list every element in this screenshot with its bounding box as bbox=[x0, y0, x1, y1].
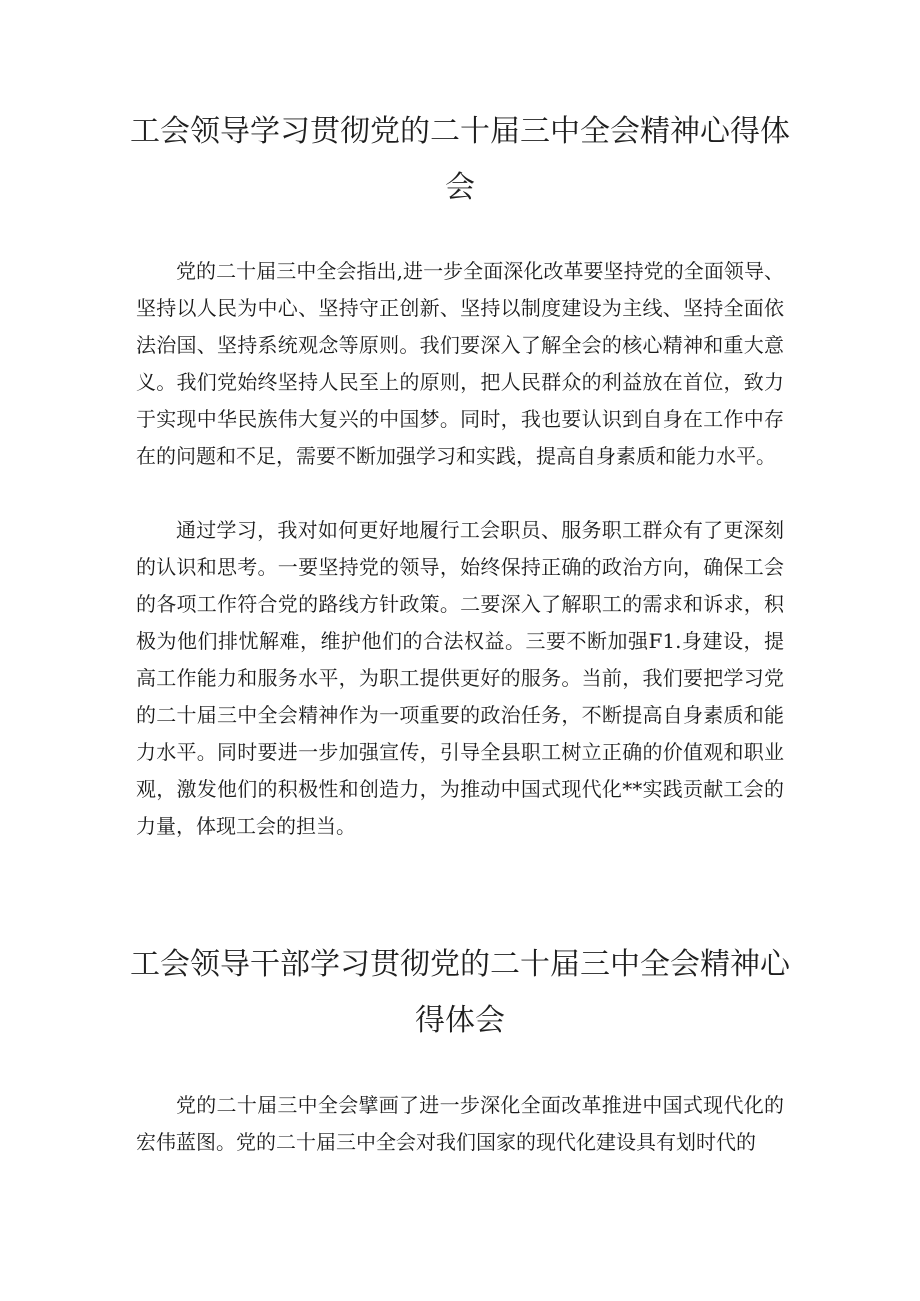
body-paragraph: 党的二十届三中全会指出,进一步全面深化改革要坚持党的全面领导、坚持以人民为中心、坚持守正创新、坚持以制度建设为主线、坚持全面依法治国、坚持系统观念等原则。我们要深入了解全会的核心精神和重大意义。我们党始终坚持人民至上的原则，把人民群众的利益放在首位，致力于实现中华民族伟大复兴的中国梦。同时，我也要认识到自身在工作中存在的问题和不足，需要不断加强学习和实践，提高自身素质和能力水平。 bbox=[136, 259, 784, 468]
body-paragraph: 通过学习，我对如何更好地履行工会职员、服务职工群众有了更深刻的认识和思考。一要坚持党的领导，始终保持正确的政治方向，确保工会的各项工作符合党的路线方针政策。二要深入了解职工的需求和诉求，积极为他们排忧解难，维护他们的合法权益。三要不断加强F1.身建设，提高工作能力和服务水平，为职工提供更好的服务。当前，我们要把学习党的二十届三中全会精神作为一项重要的政治任务，不断提高自身素质和能力水平。同时要进一步加强宣传，引导全县职工树立正确的价值观和职业观，激发他们的积极性和创造力，为推动中国式现代化**实践贡献工会的力量，体现工会的担当。 bbox=[136, 518, 784, 838]
body-paragraph: 党的二十届三中全会擘画了进一步深化全面改革推进中国式现代化的宏伟蓝图。党的二十届三中全会对我们国家的现代化建设具有划时代的 bbox=[136, 1093, 784, 1154]
section-title: 工会领导干部学习贯彻党的二十届三中全会精神心得体会 bbox=[130, 947, 790, 1038]
section-title: 工会领导学习贯彻党的二十届三中全会精神心得体会 bbox=[130, 114, 790, 205]
